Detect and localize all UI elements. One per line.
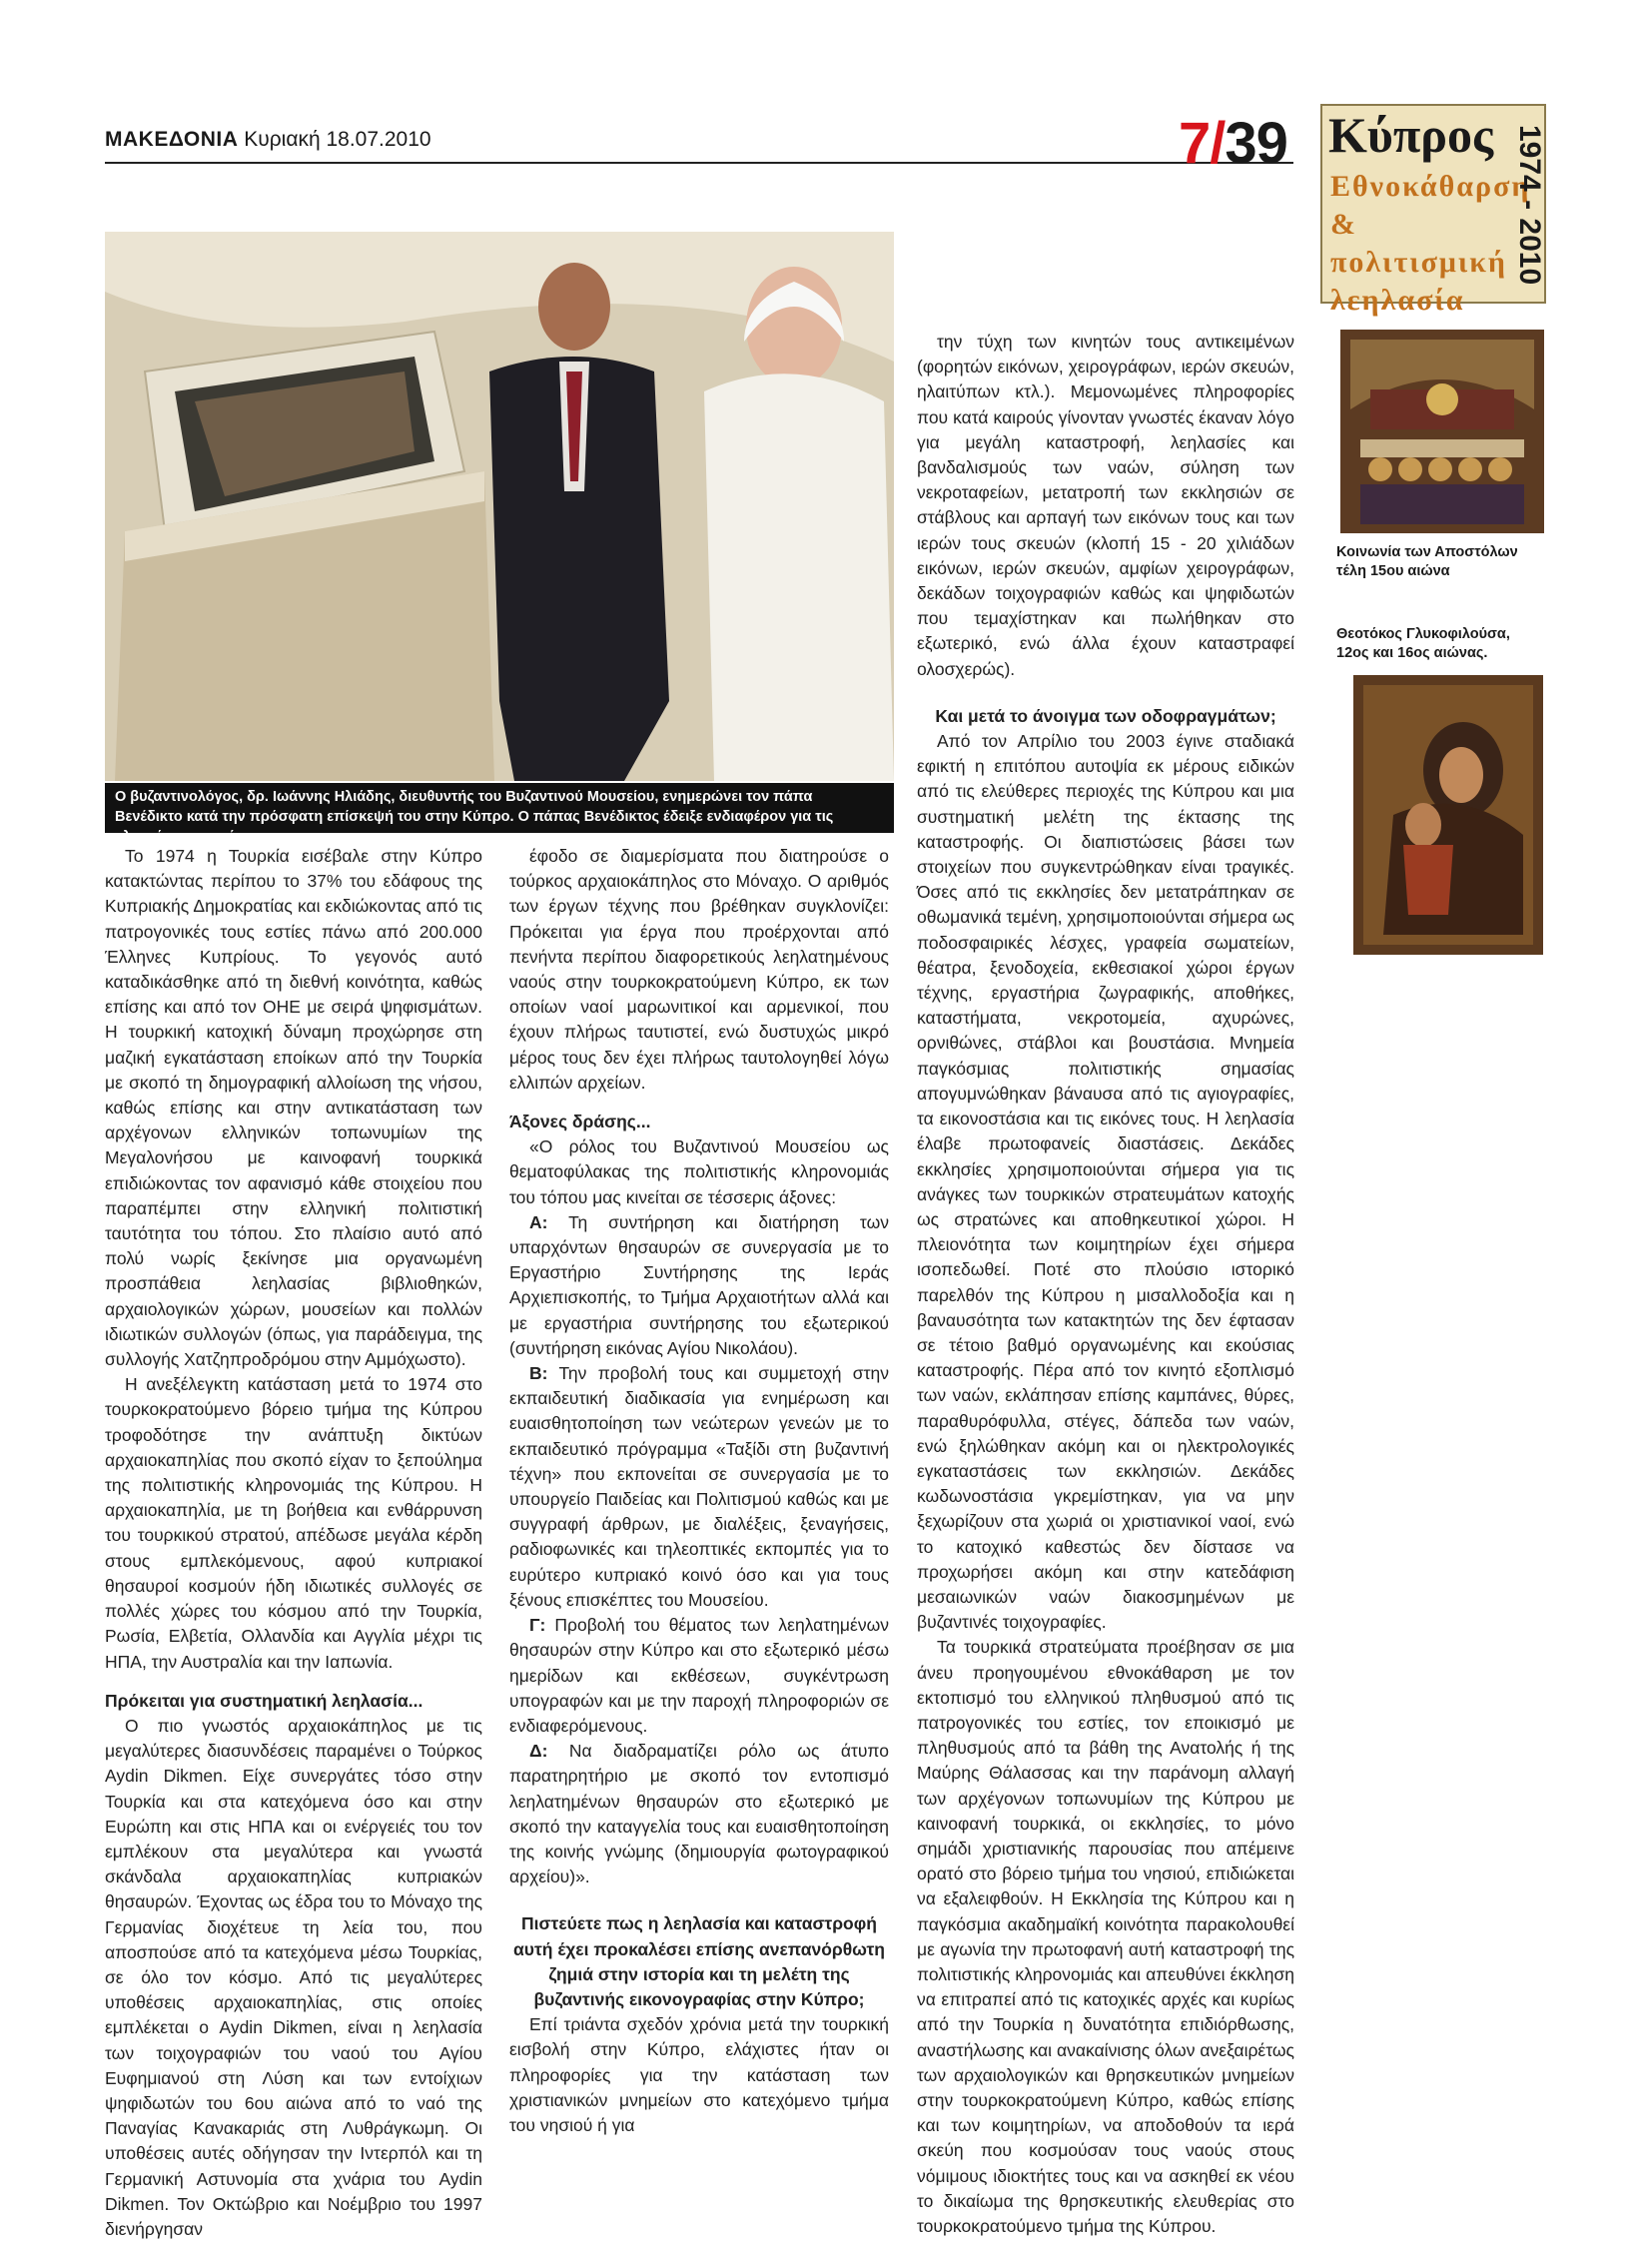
paragraph: Επί τριάντα σχεδόν χρόνια μετά την τουρκική εισβολή στην Κύπρο, ελάχιστες ήταν οι πληροφορίες για την κατάσταση των χριστιανικών μνημείων στο κατεχόμενο τμήμα του νησιού ή για bbox=[509, 2014, 889, 2135]
side-caption-2: Θεοτόκος Γλυκοφιλούσα, 12ος και 16ος αιώνας. bbox=[1336, 626, 1510, 661]
publication-name: ΜΑΚΕΔΟΝΙΑ bbox=[105, 128, 239, 151]
paragraph: την τύχη των κινητών τους αντικειμένων (φορητών εικόνων, χειρογράφων, ιερών σκευών, ηλαιτύπων κτλ.). Μεμονωμένες πληροφορίες που κατά καιρούς γίνονταν γνωστές έκαναν λόγο για μεγάλη καταστροφή, λεηλασίες και βανδαλισμούς των ναών, σύληση των νεκροταφείων, μετατροπή των εκκλησιών σε στάβλους και αρπαγή των εικόνων τους και των ιερών τους σκευών (κλοπή 15 - 20 χιλιάδων εικόνων, ιερών σκευών, αμφίων χειρογράφων, δεκάδων τοιχογραφιών καθώς και ψηφιδωτών που τεμαχίστηκαν και πωλήθηκαν στο εξωτερικό, ενώ άλλα έχουν καταστραφεί ολοσχερώς). bbox=[917, 332, 1294, 679]
paragraph: Τα τουρκικά στρατεύματα προέβησαν σε μια άνευ προηγουμένου εθνοκάθαρση με τον εκτοπισμό του ελληνικού πληθυσμού από τις πατρογονικές του εστίες, τον εποικισμό με πληθυσμούς από τα βάθη της Ανατολής ή της Μαύρης Θάλασσας και την παράνομη αλλαγή των αρχέγονων τοπωνυμίων της Κύπρου με καινοφανή τουρκικά, οι εκκλησίες, το μόνο σημάδι χριστιανικής παρουσίας που απέμεινε ορατό στο βόρειο τμήμα του νησιού, επιδιώκεται να εξαλειφθούν. Η Εκκλησία της Κύπρου και η παγκόσμια ακαδημαϊκή κοινότητα παρακολουθεί με αγωνία την πρωτοφανή αυτή καταστροφή της πολιτιστικής κληρονομιάς και απευθύνει έκκληση να επιτραπεί από τις κατοχικές αρχές και κυρίως από την Τουρκία η δυνατότητα επιδιόρθωσης, αναστήλωσης και ανακαίνισης όλων ανεξαιρέτως των αρχαιολογικών και θρησκευτικών μνημείων στην τουρκοκρατούμενη Κύπρο, καθώς επίσης και των κοιμητηρίων, να αποδοθούν τα ιερά σκεύη που κοσμούσαν τους ναούς στους νόμιμους ιδιοκτήτες τους και να ασκηθεί εκ νέου το δικαίωμα της θρησκευτικής ελευθερίας στο τουρκοκρατούμενο τμήμα της Κύπρου. bbox=[917, 1637, 1294, 2237]
page-current: 7 bbox=[1179, 111, 1211, 176]
axis-label: Δ: bbox=[529, 1741, 548, 1762]
axis-label: Β: bbox=[529, 1363, 548, 1384]
photo-illustration bbox=[105, 232, 894, 781]
header-rule bbox=[105, 162, 1293, 164]
paragraph: Η ανεξέλεγκτη κατάσταση μετά το 1974 στο τουρκοκρατούμενο βόρειο τμήμα της Κύπρου τροφοδότησε την ανάπτυξη δικτύων αρχαιοκαπηλίας που σκοπό είχαν το ξεπούλημα της πολιτιστικής κληρονομιάς της Κύπρου. Η αρχαιοκαπηλία, με τη βοήθεια και ενθάρρυνση του τουρκικού στρατού, απέδωσε μεγάλα κέρδη στους εμπλεκόμενους, αφού κυπριακοί θησαυροί κοσμούν ήδη ιδιωτικές συλλογές σε πολλές χώρες του κόσμου από την Τουρκία, Ρωσία, Ελβετία, Ολλανδία και Αγγλία μέχρι τις ΗΠΑ, την Αυστραλία και την Ιαπωνία. bbox=[105, 1374, 482, 1672]
brand-subtitle: Εθνοκάθαρση & πολιτισμική λεηλασία bbox=[1330, 170, 1531, 317]
paragraph: Ο πιο γνωστός αρχαιοκάπηλος με τις μεγαλύτερες διασυνδέσεις παραμένει ο Τούρκος Aydin Dikmen. Είχε συνεργάτες τόσο στην Τουρκία και στα κατεχόμενα όσο και στην Ευρώπη και στις ΗΠΑ και οι ενέργειές του τον εμπλέκουν στα μεγαλύτερα και γνωστά σκάνδαλα αρχαιοκαπηλίας κυπριακών θησαυρών. Έχοντας ως έδρα του το Μόναχο της Γερμανίας διοχέτευε τη λεία του, που αποσπούσε από τα κατεχόμενα μέσω Τουρκίας, σε όλο τον κόσμο. Από τις μεγαλύτερες υποθέσεις αρχαιοκαπηλίας, στις οποίες εμπλέκεται ο Aydin Dikmen, είναι η λεηλασία των τοιχογραφιών του ναού του Αγίου Ευφημιανού στη Λύση και των εντοίχιων ψηφιδωτών του 6ου αιώνα από το ναό της Παναγίας Κανακαριάς στη Λυθράγκωμη. Οι υποθέσεις αυτές οδήγησαν την Ιντερπόλ και τη Γερμανική Αστυνομία στα χνάρια του Aydin Dikmen. Τον Οκτώβριο και Νοέμβριο του 1997 διενήργησαν bbox=[105, 1715, 482, 2239]
paragraph: Το 1974 η Τουρκία εισέβαλε στην Κύπρο κατακτώντας περίπου το 37% του εδάφους της Κυπριακής Δημοκρατίας και εκδιώκοντας από τις πατρογονικές τους εστίες πάνω από 200.000 Έλληνες Κυπρίους. Το γεγονός αυτό καταδικάσθηκε από τη διεθνή κοινότητα, καθώς επίσης και από τον ΟΗΕ με σειρά ψηφισμάτων. Η τουρκική κατοχική δύναμη προχώρησε στη μαζική εγκατάσταση εποίκων από την Τουρκία με σκοπό τη δημογραφική αλλοίωση της νήσου, καθώς επίσης και στην αντικατάσταση των αρχέγονων ελληνικών τοπωνυμίων της Μεγαλονήσου με καινοφανή τουρκικά επιδιώκοντας τον αφανισμό κάθε στοιχείου που παραπέμπει στην ελληνική πολιτιστική ταυτότητα του τόπου. Στο πλαίσιο αυτό από πολύ νωρίς ξεκίνησε μια οργανωμένη προσπάθεια λεηλασίας βιβλιοθηκών, αρχαιολογικών χώρων, μουσείων και πολλών ιδιωτικών συλλογών (όπως, για παράδειγμα, της συλλογής Χατζηπροδρόμου στην Αμμόχωστο). bbox=[105, 846, 482, 1370]
axis-item-b bbox=[509, 1361, 889, 1613]
interview-question: Και μετά το άνοιγμα των οδοφραγμάτων; bbox=[935, 705, 1276, 726]
main-photo bbox=[105, 232, 894, 781]
axis-text: Τη συντήρηση και διατήρηση των υπαρχόντων θησαυρών σε συνεργασία με το Εργαστήριο Συντήρησης της Ιεράς Αρχιεπισκοπής, το Τμήμα Αρχαιοτήτων αλλά και με εργαστήρια συντήρησης του εξωτερικού (συντήρηση εικόνας Αγίου Νικολάου). bbox=[509, 1211, 890, 1358]
article-column-3 bbox=[917, 330, 1294, 2239]
brand-title: Κύπρος bbox=[1328, 107, 1494, 163]
article-column-1 bbox=[105, 844, 482, 2242]
painting-illustration bbox=[1340, 330, 1544, 533]
icon-painting-theotokos bbox=[1353, 675, 1543, 955]
paragraph: Από τον Απρίλιο του 2003 έγινε σταδιακά εφικτή η επιτόπου αυτοψία εκ μέρους ειδικών από τις ελεύθερες περιοχές της Κύπρου και μια συστηματική μελέτη της έκτασης της καταστροφής. Οι διαπιστώσεις βάσει των στοιχείων που συγκεντρώθηκαν είναι τραγικές. Όσες από τις εκκλησίες δεν μετατράπηκαν σε οθωμανικά τεμένη, χρησιμοποιούνται σήμερα ως ποδοσφαιρικές λέσχες, γραφεία σωματείων, θέατρα, ξενοδοχεία, εκθεσιακοί χώροι έργων τέχνης, εργαστήρια ζωγραφικής, αποθήκες, καταστήματα, νεκροτομεία, αχυρώνες, ορνιθώνες, στάβλοι και βουστάσια. Μνημεία παγκόσμιας πολιτιστικής σημασίας απογυμνώθηκαν βάναυσα από τις αγιογραφίες, τα εικονοστάσια και τις εικόνες τους. Η λεηλασία έλαβε πρωτοφανείς διαστάσεις. Δεκάδες εκκλησίες χρησιμοποιούνται σήμερα για τις ανάγκες των τουρκικών στρατευμάτων κατοχής ως στρατώνες και αποθηκευτικοί χώροι. Η πλειονότητα των κοιμητηρίων έχει σήμερα ισοπεδωθεί. Ποτέ στο πλούσιο ιστορικό παρελθόν της Κύπρου η μισαλλοδοξία και η βαναυσότητα των κατακτητών της δεν έφτασαν σε τέτοιο βαθμό οργανωμένης και εκούσιας καταστροφής. Πέρα από τον κινητό εξοπλισμό των ναών, εκλάπησαν επίσης καμπάνες, θύρες, παραθυρόφυλλα, στέγες, δάπεδα των ναών, ενώ ξηλώθηκαν ακόμη και οι ηλεκτρολογικές εγκαταστάσεις των εκκλησιών. Δεκάδες κωδωνοστάσια γκρεμίστηκαν, για να μην ξεχωρίζουν στα χωριά οι χριστιανικοί ναοί, ενώ το κατοχικό καθεστώς δεν δίστασε να προχωρήσει ακόμη και στην κατεδάφιση μεσαιωνικών ναών διακοσμημένων με βυζαντινές τοιχογραφίες. bbox=[917, 731, 1294, 1633]
side-caption-1: Κοινωνία των Αποστόλων τέλη 15ου αιώνα bbox=[1336, 544, 1518, 579]
axis-text: Την προβολή τους και συμμετοχή στην εκπαιδευτική διαδικασία για ενημέρωση και ευαισθητοποίηση των νεώτερων γενεών με το εκπαιδευτικό πρόγραμμα «Ταξίδι στη βυζαντινή τέχνη» που εκπονείται σε συνεργασία με το υπουργείο Παιδείας και Πολιτισμού καθώς και με συγγραφή άρθρων, με διαλέξεις, ξεναγήσεις, ραδιοφωνικές και τηλεοπτικές εκπομπές για το ευρύτερο κυπριακό κοινό όσο και για τους ξένους επισκέπτες του Μουσείου. bbox=[509, 1363, 889, 1610]
axis-item-d bbox=[509, 1739, 889, 1889]
page-separator: / bbox=[1210, 111, 1226, 176]
interview-question: Πιστεύετε πως η λεηλασία και καταστροφή αυτή έχει προκαλέσει επίσης ανεπανόρθωτη ζημιά στην ιστορία και τη μελέτη της βυζαντινής εικονογραφίας στην Κύπρο; bbox=[513, 1913, 885, 2009]
page-number bbox=[1179, 110, 1287, 177]
subheading: Πρόκειται για συστηματική λεηλασία... bbox=[105, 1690, 423, 1711]
painting-illustration bbox=[1353, 675, 1543, 955]
axis-label: Α: bbox=[529, 1211, 548, 1232]
page-total: 39 bbox=[1225, 111, 1287, 176]
brand-years: 1974 - 2010 bbox=[1513, 124, 1546, 286]
icon-painting-apostles bbox=[1340, 330, 1544, 533]
publication-header bbox=[105, 128, 431, 152]
photo-caption: Ο βυζαντινολόγος, δρ. Ιωάννης Ηλιάδης, διευθυντής του Βυζαντινού Μουσείου, ενημερώνει τον πάπα Βενέδικτο κατά την πρόσφατη επίσκεψή του στην Κύπρο. Ο πάπας Βενέδικτος έδειξε ενδιαφέρον για τις κλεμμένες αρχαιότητες. bbox=[105, 783, 894, 833]
axis-item-a bbox=[509, 1210, 889, 1361]
subheading: Άξονες δράσης... bbox=[509, 1112, 651, 1132]
axis-label: Γ: bbox=[529, 1615, 546, 1636]
paragraph: «Ο ρόλος του Βυζαντινού Μουσείου ως θεματοφύλακας της πολιτιστικής κληρονομιάς του τόπου μας κινείται σε τέσσερις άξονες: bbox=[509, 1136, 889, 1207]
axis-text: Να διαδραματίζει ρόλο ως άτυπο παρατηρητήριο με σκοπό τον εντοπισμό λεηλατημένων θησαυρών στο εξωτερικό με σκοπό την καταγγελία τους και ευαισθητοποίηση της κοινής γνώμης (δημιουργία φωτογραφικού αρχείου)». bbox=[509, 1741, 889, 1887]
publication-date: Κυριακή 18.07.2010 bbox=[244, 128, 431, 151]
axis-item-c bbox=[509, 1613, 889, 1739]
section-brand-box bbox=[1320, 104, 1546, 317]
paragraph: έφοδο σε διαμερίσματα που διατηρούσε ο τούρκος αρχαιοκάπηλος στο Μόναχο. Ο αριθμός των έργων τέχνης που βρέθηκαν συγκλονίζει: Πρόκειται για έργα που προέρχονται από πενήντα περίπου διαφορετικούς λεηλατημένους ναούς στην τουρκοκρατούμενη Κύπρο, εκ των οποίων ναοί μαρωνιτικοί και αρμενικοί, που έχουν πλήρως ταυτιστεί, ενώ δυστυχώς μικρό μέρος τους δεν έχει πλήρως ταυτολογηθεί λόγω ελλιπών αρχείων. bbox=[509, 846, 889, 1093]
axis-text: Προβολή του θέματος των λεηλατημένων θησαυρών στην Κύπρο και στο εξωτερικό μέσω ημερίδων και εκθέσεων, συγκέντρωση υπογραφών και με την παροχή πληροφοριών σε ενδιαφερόμενους. bbox=[509, 1615, 889, 1736]
article-column-2 bbox=[509, 844, 889, 2138]
